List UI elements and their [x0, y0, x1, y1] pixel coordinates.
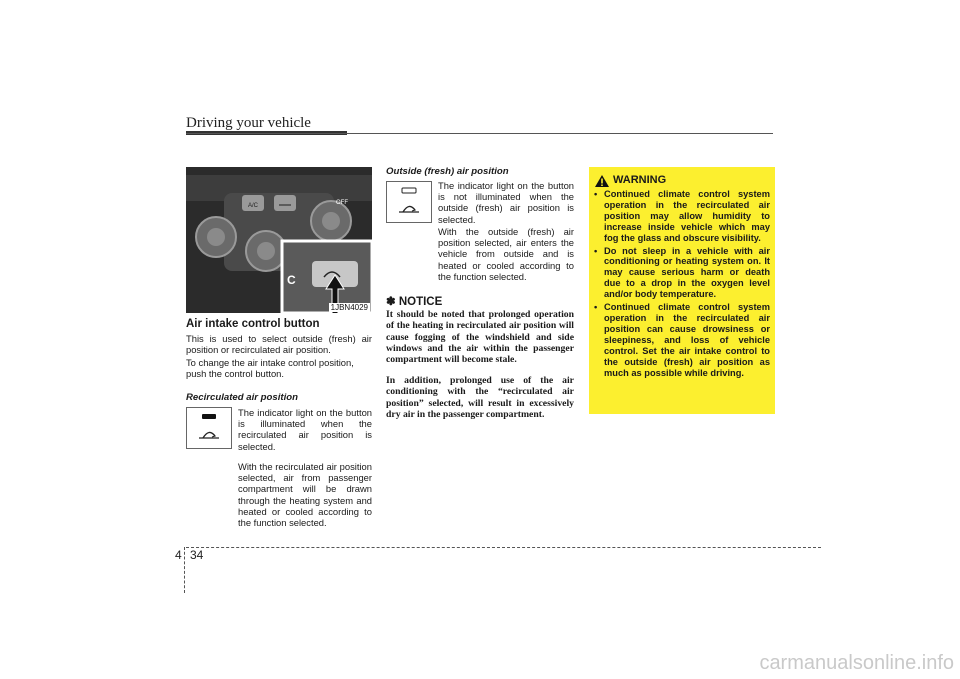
footer-vertical-rule [184, 547, 185, 593]
control-panel-photo [186, 167, 372, 313]
footer-rule [186, 547, 821, 548]
warning-item: • Do not sleep in a vehicle with air conditioning or heating system on. It may cause serious harm or death due to a drop in the oxygen level and/or body temperature. [594, 245, 770, 300]
warning-item: • Continued climate control system operation in the recirculated air position may allow humidity to increase inside vehicle which may fog the glass and obscure visibility. [594, 189, 770, 243]
recirc-heading: Recirculated air position [186, 392, 298, 403]
section-heading: Air intake control button [186, 318, 320, 330]
watermark: carmanualsonline.info [759, 652, 954, 674]
figure-code: 1JBN4029 [330, 303, 368, 312]
c-label: C [287, 273, 296, 287]
section-title: Driving your vehicle [186, 115, 311, 131]
page-number: 34 [190, 548, 204, 562]
outside-air-button-icon [386, 181, 432, 223]
instruction-paragraph: To change the air intake control position, push the control button. [186, 357, 354, 380]
notice-paragraph-2: In addition, prolonged use of the air conditioning with the “recirculated air position” selected, will result in excessively dry air in the passenger compartment. [386, 375, 574, 420]
off-label: OFF [336, 200, 348, 206]
notice-heading: ✽ NOTICE [386, 296, 443, 308]
warning-item: • Continued climate control system operation in the recirculated air position can cause drowsiness or sleepiness, and loss of vehicle control. Set the air intake control to the outside (fresh) air position as much as possible while driving. [594, 302, 770, 378]
notice-paragraph-1: It should be noted that prolonged operation of the heating in recirculated air position will cause fogging of the windshield and side windows and the air within the passenger compartment will become stale. [386, 309, 574, 366]
ac-label: A/C [248, 203, 259, 209]
outside-air-heading: Outside (fresh) air position [386, 166, 509, 177]
recirc-button-icon [186, 407, 232, 449]
chapter-number: 4 [175, 548, 182, 562]
recirc-paragraph-1: The indicator light on the button is illuminated when the recirculated air position is selected. [238, 407, 372, 452]
warning-list [592, 189, 770, 380]
intro-paragraph: This is used to select outside (fresh) air position or recirculated air position. [186, 333, 372, 356]
warning-title: WARNING [613, 174, 667, 186]
outside-air-paragraph-2: With the outside (fresh) air position selected, air enters the vehicle from outside and is heated or cooled according to the function selected. [438, 226, 574, 282]
header-rule [186, 133, 773, 134]
warning-box [589, 167, 775, 414]
control-panel-illustration [186, 167, 372, 313]
recirc-paragraph-2: With the recirculated air position selected, air from passenger compartment will be drawn through the heating system and heated or cooled according to the function selected. [238, 461, 372, 529]
outside-air-paragraph-1: The indicator light on the button is not illuminated when the outside (fresh) air position is selected. [438, 180, 574, 225]
